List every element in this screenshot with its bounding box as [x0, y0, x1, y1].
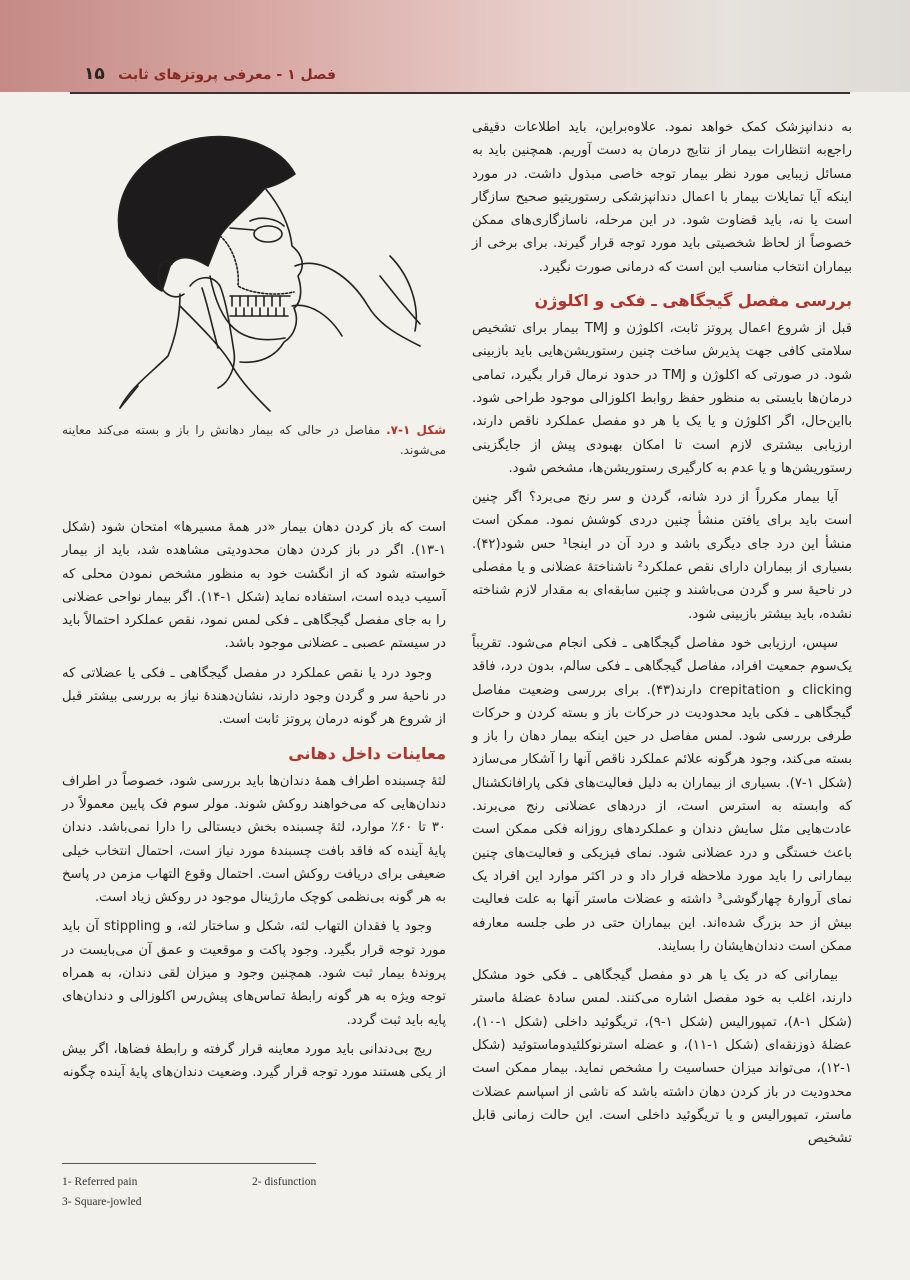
paragraph: به دندانپزشک کمک خواهد نمود. علاوه‌براین، باید اطلاعات دقیقی راجع‌به انتظارات بیمار از نتایج درمان به دست آوریم. همچنین باید به مسائل زیبایی مورد نظر بیمار توجه خاصی مبذول داشت. در مورد اینکه آیا تمایلات بیمار با اعمال دندانپزشکی رستوریتیو صحیح سازگار است یا نه، باید قضاوت شود. در این مرحله، ناسازگاری‌های ممکن خصوصاً از لحاظ شخصیتی باید مورد توجه قرار گیرند. برای برخی از بیماران انتخاب مناسب این است که درمانی صورت نگیرد.: [472, 120, 852, 275]
paragraph: بیمارانی که در یک یا هر دو مفصل گیجگاهی ـ فکی خود مشکل دارند، اغلب به خود مفصل اشاره می‌کنند. لمس سادهٔ عضلهٔ ماستر (شکل ۱-۸)، تمپورالیس (شکل ۱-۹)، تریگوئید داخلی (شکل ۱-۱۰)، عضلهٔ ذوزنقه‌ای (شکل ۱-۱۱)، و عضله استرنوکلئیدوماستوئید (شکل ۱-۱۲)، می‌تواند میزان حساسیت را مشخص نماید. بیمار ممکن است محدودیت در باز کردن دهان داشته باشد که ناشی از اسپاسم عضلات ماستر، تمپورالیس و یا تریگوئید داخلی است. این حالت زمانی قابل تشخیص: [472, 968, 853, 1147]
paragraph: است که باز کردن دهان بیمار «در همهٔ مسیرها» امتحان شود (شکل ۱-۱۳). اگر در باز کردن دهان محدودیتی مشاهده شد، باید از بیمار خواسته شود که از انگشت خود به منظور مشخص نمودن محلی که آسیب دیده است، استفاده نماید (شکل ۱-۱۴). اگر بیمار نواحی عضلانی را به جای مفصل گیجگاهی ـ فکی لمس نمود، نقص عملکرد احتمالاً باید در سیستم عصبی ـ عضلانی موجود باشد.: [62, 520, 446, 652]
right-column: [472, 116, 852, 1156]
figure-caption-text: مفاصل در حالی که بیمار دهانش را باز و بسته می‌کند معاینه می‌شوند.: [62, 423, 446, 457]
figure-caption: [62, 420, 446, 460]
paragraph: آیا بیمار مکرراً از درد شانه، گردن و سر رنج می‌برد؟ اگر چنین است باید برای یافتن منشأ چنین دردی کوشش نمود. ممکن است منشأ این درد جای دیگری باشد و درد آن در اینجا¹ حس شود(۴۲). بسیاری از بیماران دارای نقص عملکرد² ناشناختهٔ عضلانی و یا مفصلی در ناحیهٔ سر و گردن می‌باشند و چنین سابقه‌ای به مقدار لازم شناخته نشده، باید بیشتر بازبینی شود.: [472, 490, 852, 622]
paragraph: ریج بی‌دندانی باید مورد معاینه قرار گرفته و رابطهٔ فضاها، اگر بیش از یکی هستند مورد توجه قرار گیرد. وضعیت دندان‌های پایهٔ آینده چگونه: [62, 1041, 446, 1081]
paragraph: وجود یا فقدان التهاب لثه، شکل و ساختار لثه، و stippling آن باید مورد توجه قرار بگیرد. وجود پاکت و موقعیت و عمق آن می‌بایست در پروندهٔ بیمار ثبت شود. همچنین وجود و میزان لقی دندان، به همراه توجه ویژه به هر گونه رابطهٔ تماس‌های پیش‌رس اکلوزالی و دندان‌های پایه باید ثبت گردد.: [62, 919, 446, 1028]
paragraph: وجود درد یا نقص عملکرد در مفصل گیجگاهی ـ فکی یا عضلاتی که در ناحیهٔ سر و گردن وجود دارند، نشان‌دهندهٔ نیاز به بررسی بیشتر قبل از شروع هر گونه درمان پروتز ثابت است.: [62, 665, 446, 728]
header-rule: [70, 92, 850, 94]
left-column: [62, 516, 446, 1091]
chapter-title: فصل ۱ - معرفی پروتزهای ثابت: [118, 67, 336, 83]
figure-tmj-palpation: [80, 126, 450, 416]
footnote-rule: [62, 1163, 316, 1164]
footnote-2: 2- disfunction: [252, 1176, 317, 1188]
footnote-1: 1- Referred pain: [62, 1176, 138, 1188]
section-heading-tmj: بررسی مفصل گیجگاهی ـ فکی و اکلوژن: [534, 291, 852, 311]
section-heading-intraoral: معاینات داخل دهانی: [288, 743, 446, 763]
paragraph: قبل از شروع اعمال پروتز ثابت، اکلوژن و TMJ بیمار برای تشخیص سلامتی کافی جهت پذیرش ساخت چنین رستوریشن‌هایی باید بازبینی شود. در صورتی که اکلوژن و TMJ در حدود نرمال قرار بگیرد، تمامی درمان‌ها بایستی به منظور حفظ روابط اکلوزالی موجود طراحی شود. بااین‌حال، اگر اکلوژن و یا یک یا هر دو مفصل عملکرد ناقص دارند، ارزیابی بیشتری لازم است تا امکان بهبودی پیش از جایگزینی رستوریشن‌ها و یا عدم به کارگیری رستوریشن‌ها، مشخص شود.: [472, 321, 852, 476]
footnote-3: 3- Square-jowled: [62, 1196, 142, 1208]
paragraph: سپس، ارزیابی خود مفاصل گیجگاهی ـ فکی انجام می‌شود. تقریباً یک‌سوم جمعیت افراد، مفاصل گیجگاهی ـ فکی سالم، بدون درد، فاقد clicking و crepitation دارند(۴۳). برای بررسی وضعیت مفاصل گیجگاهی ـ فکی باید محدودیت در حرکات باز و بسته کردن و حرکات طرفی بررسی شود. لمس مفاصل در حین اینکه بیمار دهان را باز و بسته می‌کند، وجود هرگونه علائم عملکرد ناقص آنها را آشکار می‌سازد (شکل ۱-۷). بسیاری از بیماران به دلیل فعالیت‌های فکی پارافانکشنال که وابسته به استرس است، از دردهای عضلانی رنج می‌برند. عادت‌هایی مثل سایش دندان و عملکردهای روزانه فکی ممکن است باعث خستگی و درد عضلانی شود. نمای فیزیکی و فعالیت‌های چنین بیمارانی را باید مورد ملاحظه قرار داد و در اکثر موارد این افراد یک نمای آروارهٔ چهارگوشی³ داشته و عضلات ماستر آنها به علت فعالیت بیش از حد بزرگ شده‌اند. این بیماران حتی در طی جلسه معارفه ممکن است دندان‌هایشان را بسایند.: [472, 635, 852, 954]
figure-label: شکل ۱-۷.: [386, 423, 446, 437]
tmj-palpation-illustration: [80, 126, 450, 416]
page-number: ۱۵: [84, 64, 105, 84]
paragraph: لثهٔ چسبنده اطراف همهٔ دندان‌ها باید بررسی شود، خصوصاً در اطراف دندان‌هایی که می‌خواهند روکش شوند. مولر سوم فک پایین معمولاً در ۳۰ تا ۶۰٪ موارد، لثهٔ چسبنده بخش دیستالی را دارا نمی‌باشد. دندان پایهٔ آینده که فاقد بافت چسبندهٔ مورد نیاز است، احتمال انتخاب خیلی ضعیفی برای دریافت روکش است. احتمال وقوع التهاب مزمن در پاسخ به هر گونه بی‌نظمی کوچک مارژینال موجود در روکش زیاد است.: [62, 773, 446, 906]
